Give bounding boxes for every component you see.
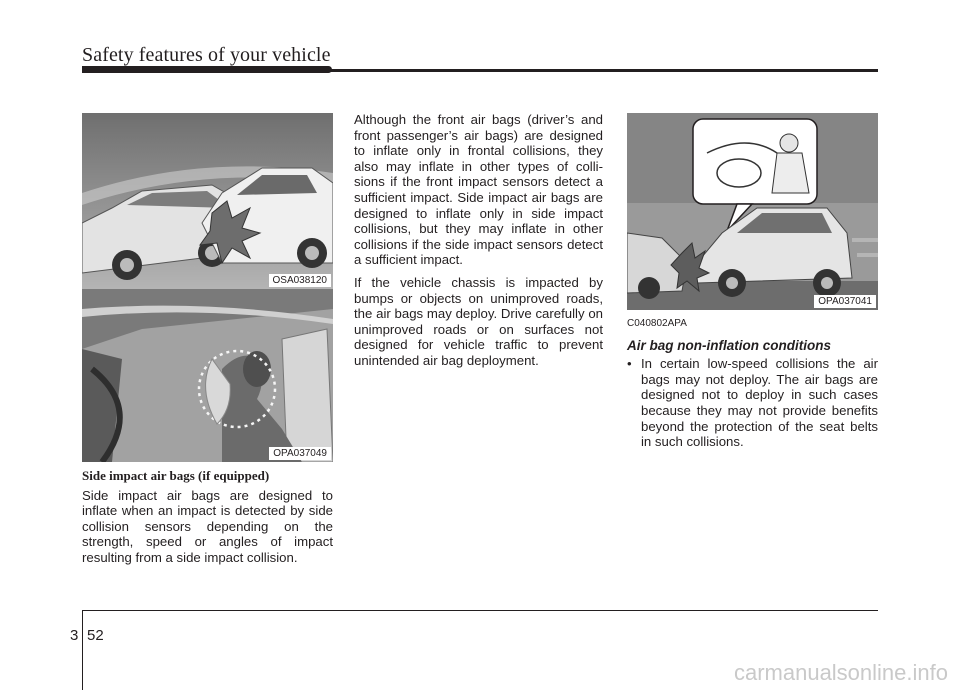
- frontal-collision-icon: [627, 113, 878, 310]
- right-column: [627, 310, 878, 450]
- footer-divider: [82, 610, 83, 690]
- section-caption: Side impact air bags (if equipped): [82, 468, 270, 483]
- frontal-collision-illustration: [627, 113, 878, 310]
- side-collision-icon: [82, 113, 333, 289]
- left-column: [82, 468, 333, 573]
- side-collision-illustration: [82, 113, 333, 289]
- side-airbag-illustration: [82, 289, 333, 462]
- bullet-icon: •: [627, 356, 632, 372]
- left-paragraph: Side impact air bags are designed to inflate when an impact is detected by side collision sensors depending on the strength, speed or angles of impact resulting from a side impact collision.: [82, 487, 333, 565]
- side-airbag-icon: [82, 289, 333, 462]
- header-rule-thick: [82, 66, 332, 73]
- footer-rule: [82, 610, 878, 611]
- section-code: C040802APA: [627, 318, 687, 329]
- middle-column: [354, 112, 603, 376]
- bullet-item: [627, 356, 878, 450]
- page-number: 52: [87, 627, 104, 644]
- section-subheading: Air bag non-inflation conditions: [627, 337, 831, 353]
- page-header-title: Safety features of your vehicle: [82, 44, 331, 66]
- image-code-label: OPA037041: [814, 295, 876, 308]
- middle-paragraph-1: Although the front air bags (driver’s and front passenger’s air bags) are designed to inflate only in frontal collisions, they also may inflate in other types of colli-sions if the front impact sensors detect a sufficient impact. Side impact air bags are designed to inflate only in side impact collisions, but they may inflate in other collisions if the side impact sensors detect a sufficient impact.: [354, 112, 603, 268]
- bullet-text: In certain low-speed collisions the air bags may not deploy. The air bags are designed not to deploy in such cases because they may not provide benefits beyond the protection of the seat belts in such collisions.: [641, 356, 878, 450]
- chapter-number: 3: [70, 627, 79, 644]
- watermark: carmanualsonline.info: [733, 660, 948, 685]
- image-code-label: OPA037049: [269, 447, 331, 460]
- image-code-label: OSA038120: [269, 274, 332, 287]
- middle-paragraph-2: If the vehicle chassis is impacted by bumps or objects on unimproved roads, the air bags may deploy. Drive carefully on unimproved roads or on surfaces not designed for vehicle traffic to prevent unintended air bag deployment.: [354, 274, 603, 368]
